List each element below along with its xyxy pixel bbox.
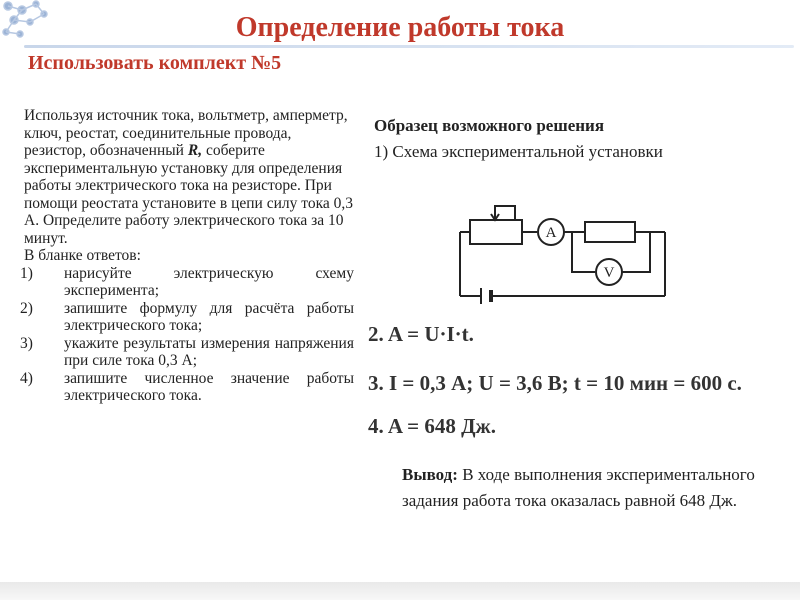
task-step bbox=[20, 369, 354, 405]
resistor-symbol-text: R, bbox=[187, 142, 203, 159]
task-step bbox=[20, 264, 354, 300]
step-text: укажите результаты измерения напряжения при силе тока 0,3 А; bbox=[64, 334, 354, 369]
step-number: 1) bbox=[20, 264, 33, 282]
rheostat-slider bbox=[495, 206, 515, 220]
task-text bbox=[20, 107, 354, 405]
solution-step-1: 1) Схема экспериментальной установки bbox=[374, 142, 663, 161]
task-step bbox=[20, 299, 354, 335]
step-text: запишите численное значение работы электрического тока. bbox=[64, 369, 354, 404]
step-number: 3) bbox=[20, 334, 33, 352]
kit-label: Использовать комплект №5 bbox=[28, 52, 282, 74]
task-intro bbox=[24, 107, 354, 247]
task-intro-part2: соберите экспериментальную установку для определения работы электрического тока на резисторе. При помощи реостата установите в цепи силу тока 0,3 А. Определите работу электрического тока за 10 минут. bbox=[24, 142, 353, 247]
rheostat-icon bbox=[470, 220, 522, 244]
ammeter-label: A bbox=[545, 225, 557, 241]
conclusion bbox=[402, 462, 792, 514]
step-number: 4) bbox=[20, 369, 33, 387]
answers-heading: В бланке ответов: bbox=[24, 247, 141, 264]
resistor-icon bbox=[585, 222, 635, 242]
task-steps bbox=[20, 264, 354, 405]
solution-step-4: 4. A = 648 Дж. bbox=[368, 414, 496, 438]
footer-band bbox=[0, 582, 800, 600]
voltmeter-label: V bbox=[603, 265, 615, 281]
solution-step-3: 3. I = 0,3 А; U = 3,6 В; t = 10 мин = 600 с. bbox=[368, 371, 742, 395]
title-underline bbox=[24, 45, 794, 48]
slide-title: Определение работы тока bbox=[235, 12, 565, 43]
task-intro-part1: Используя источник тока, вольтметр, амперметр, ключ, реостат, соединительные провода, резистор, обозначенный bbox=[24, 107, 348, 159]
task-step bbox=[20, 334, 354, 370]
conclusion-text: В ходе выполнения экспериментального задания работа тока оказалась равной 648 Дж. bbox=[402, 465, 755, 510]
solution-step-2: 2. A = U·I·t. bbox=[368, 322, 474, 346]
circuit-diagram bbox=[455, 190, 685, 310]
step-text: нарисуйте электрическую схему эксперимента; bbox=[64, 264, 354, 299]
step-text: запишите формулу для расчёта работы электрического тока; bbox=[64, 299, 354, 334]
conclusion-label: Вывод: bbox=[402, 465, 458, 484]
solution-heading: Образец возможного решения bbox=[374, 116, 605, 135]
step-number: 2) bbox=[20, 299, 33, 317]
